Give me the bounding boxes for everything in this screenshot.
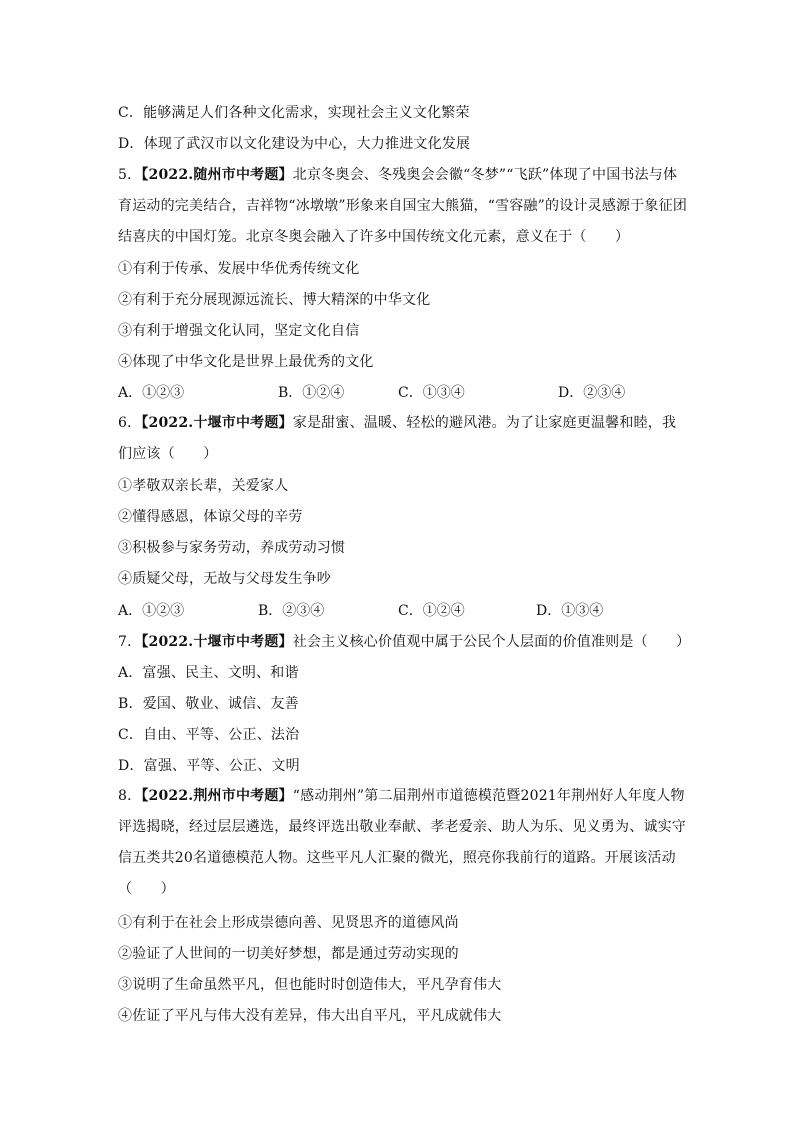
- question-5-stem: [118, 160, 688, 253]
- question-6-option-b[interactable]: B．②③④: [258, 603, 325, 619]
- question-6-options: [118, 601, 688, 621]
- question-7-option-c[interactable]: C．自由、平等、公正、法治: [118, 727, 300, 743]
- question-6-statement-1: ①孝敬双亲长辈，关爱家人: [118, 478, 289, 494]
- question-5-number: 5．: [118, 167, 142, 183]
- question-8-statement-1: ①有利于在社会上形成崇德向善、见贤思齐的道德风尚: [118, 915, 459, 931]
- question-7-option-a[interactable]: A．富强、民主、文明、和谐: [118, 665, 299, 681]
- question-5-option-d[interactable]: D．②③④: [558, 385, 626, 401]
- question-6-option-d[interactable]: D．①③④: [536, 603, 604, 619]
- question-8-number: 8．: [118, 788, 142, 804]
- question-7-option-b[interactable]: B．爱国、敬业、诚信、友善: [118, 696, 299, 712]
- question-5-statement-2: ②有利于充分展现源远流长、博大精深的中华文化: [118, 292, 431, 308]
- question-6-option-a[interactable]: A．①②③: [118, 603, 185, 619]
- question-8-statement-2: ②验证了人世间的一切美好梦想，都是通过劳动实现的: [118, 946, 459, 962]
- question-5-options: [118, 383, 688, 403]
- question-6-statement-4: ④质疑父母，无故与父母发生争吵: [118, 571, 331, 587]
- question-7-option-d[interactable]: D．富强、平等、公正、文明: [118, 758, 300, 774]
- question-6-statement-2: ②懂得感恩，体谅父母的辛劳: [118, 509, 303, 525]
- prev-option-c: C．能够满足人们各种文化需求，实现社会主义文化繁荣: [118, 105, 470, 121]
- question-6-stem: [118, 408, 688, 470]
- question-8-tag: 【2022.荆州市中考题】: [141, 788, 293, 804]
- question-6-number: 6．: [118, 415, 142, 431]
- question-5-option-c[interactable]: C．①③④: [398, 385, 465, 401]
- question-5-option-b[interactable]: B．①②④: [278, 385, 345, 401]
- question-6-statement-3: ③积极参与家务劳动，养成劳动习惯: [118, 540, 346, 556]
- question-6-text: 家是甜蜜、温暖、轻松的避风港。为了让家庭更温馨和睦，我们应该（ ）: [118, 415, 677, 462]
- question-5-statement-4: ④体现了中华文化是世界上最优秀的文化: [118, 354, 374, 370]
- question-8-stem: [118, 781, 688, 905]
- question-6-option-c[interactable]: C．①②④: [398, 603, 465, 619]
- question-8-text: “感动荆州”第二届荆州市道德模范暨2021年荆州好人年度人物评选揭晓，经过层层遴选，最终评选出敬业奉献、孝老爱亲、助人为乐、见义勇为、诚实守信五类共20名道德模范人物。这些平凡人汇聚的微光，照亮你我前行的道路。开展该活动（ ）: [118, 788, 686, 897]
- question-6-tag: 【2022.十堰市中考题】: [141, 415, 293, 431]
- question-7-tag: 【2022.十堰市中考题】: [141, 634, 293, 650]
- question-5-text: 北京冬奥会、冬残奥会会徽“冬梦”“飞跃”体现了中国书法与体育运动的完美结合，吉祥物“冰墩墩”形象来自国宝大熊猫，“雪容融”的设计灵感源于象征团结喜庆的中国灯笼。北京冬奥会融入了许多中国传统文化元素，意义在于（ ）: [118, 167, 688, 245]
- prev-option-d: D．体现了武汉市以文化建设为中心，大力推进文化发展: [118, 136, 471, 152]
- question-7-number: 7．: [118, 634, 142, 650]
- question-7-stem: [118, 632, 691, 652]
- question-5-statement-3: ③有利于增强文化认同，坚定文化自信: [118, 323, 360, 339]
- question-5-tag: 【2022.随州市中考题】: [141, 167, 293, 183]
- question-8-statement-3: ③说明了生命虽然平凡，但也能时时创造伟大，平凡孕育伟大: [118, 977, 502, 993]
- question-7-text: 社会主义核心价值观中属于公民个人层面的价值准则是（ ）: [292, 634, 691, 650]
- question-5-option-a[interactable]: A．①②③: [118, 385, 185, 401]
- question-5-statement-1: ①有利于传承、发展中华优秀传统文化: [118, 261, 360, 277]
- question-8-statement-4: ④佐证了平凡与伟大没有差异，伟大出自平凡，平凡成就伟大: [118, 1008, 502, 1024]
